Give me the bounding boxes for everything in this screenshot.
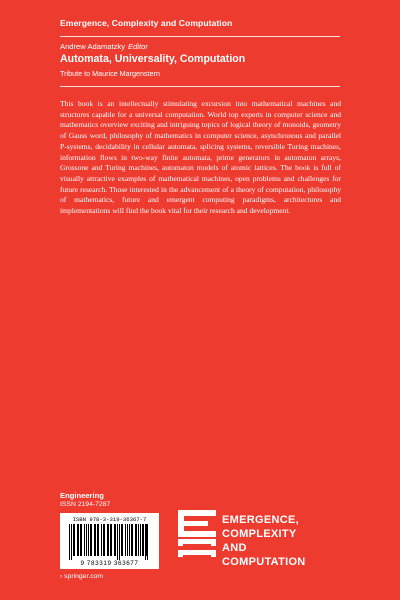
series-title: Emergence, Complexity and Computation bbox=[60, 18, 233, 28]
logo-line-3: AND bbox=[222, 542, 247, 554]
barcode-digits: 9 783319 363677 bbox=[80, 560, 139, 567]
editor-name: Andrew Adamatzky bbox=[60, 42, 125, 51]
header-divider bbox=[60, 86, 340, 87]
top-divider bbox=[60, 36, 340, 37]
ecc-logo-icon bbox=[178, 510, 218, 572]
editor-line bbox=[60, 42, 148, 51]
publisher-website: › springer.com bbox=[60, 573, 104, 580]
barcode-bars bbox=[69, 524, 150, 560]
isbn-label: ISBN 978-3-319-36367-7 bbox=[72, 516, 147, 523]
subject-category: Engineering bbox=[60, 491, 104, 500]
editor-role: Editor bbox=[128, 42, 148, 51]
logo-line-4: COMPUTATION bbox=[222, 556, 306, 568]
barcode bbox=[60, 513, 159, 569]
logo-line-1: EMERGENCE, bbox=[222, 514, 299, 526]
series-logo-text bbox=[222, 513, 306, 569]
book-description: This book is an intellectually stimulating excursion into mathematical machines and structures capable for a universal computation. World top experts in computer science and mathematics overview exciting and intriguing topics of logical theory of monoids, geometry of Gauss word, philosophy of mathematics in computer science, asynchronous and parallel P-systems, decidability in cellular automata, splicing systems, reversible Turing machines, information flows in two-way finite automata, prime generators in automaton arrays, Grossone and Turing machines, automaton models of atomic lattices. The book is full of visually attractive examples of mathematical machines, open problems and challenges for future research. Those interested in the advancement of a theory of computation, philosophy of mathematics, future and emergent computing paradigms, architectures and implementations will find the book vital for their research and development. bbox=[60, 99, 341, 216]
logo-line-2: COMPLEXITY bbox=[222, 528, 297, 540]
book-title: Automata, Universality, Computation bbox=[60, 53, 246, 65]
book-subtitle: Tribute to Maurice Margenstern bbox=[60, 69, 160, 78]
issn-number: ISSN 2194-7287 bbox=[60, 501, 111, 508]
